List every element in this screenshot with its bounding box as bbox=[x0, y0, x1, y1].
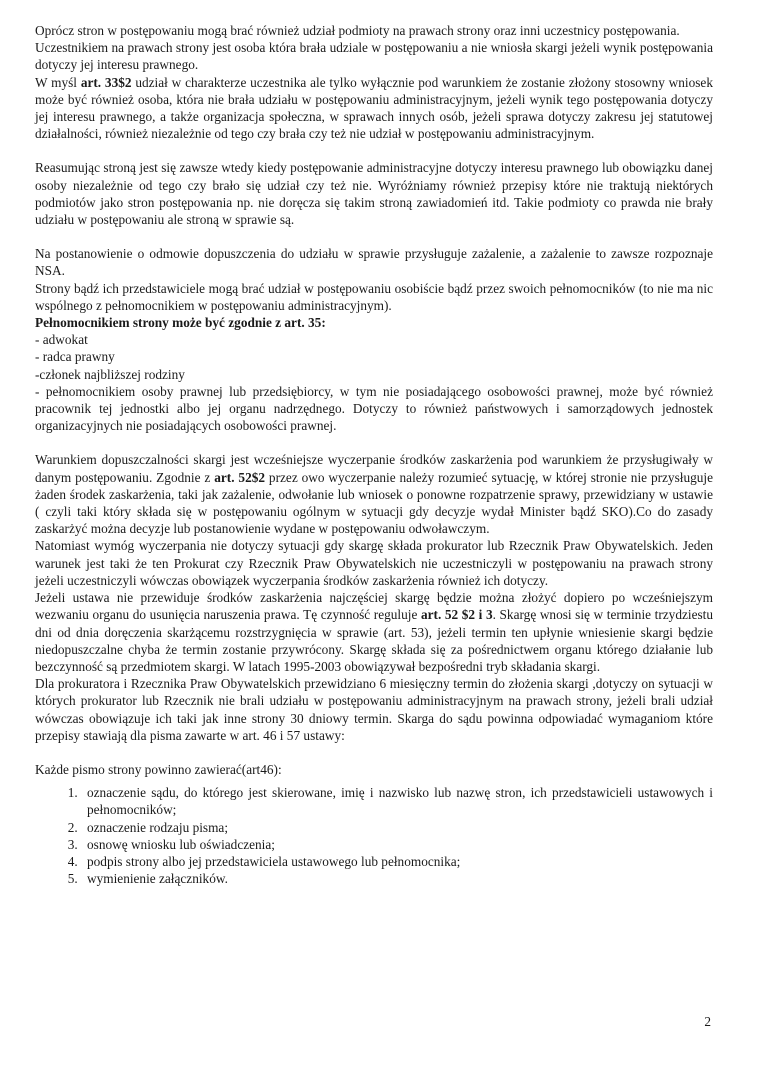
reference-art-52: art. 52$2 bbox=[214, 469, 266, 485]
document-page bbox=[35, 22, 713, 887]
paragraph-pismo: Każde pismo strony powinno zawierać(art46): bbox=[35, 761, 282, 777]
heading-art-35: Pełnomocnikiem strony może być zgodnie z art. 35: bbox=[35, 315, 326, 331]
dash-item: - adwokat bbox=[35, 332, 88, 348]
page-number: 2 bbox=[704, 1014, 711, 1029]
paragraph-art-52-2-3: Jeżeli ustawa nie przewiduje środków zaskarżenia najczęściej skargę będzie można złożyć dopiero po wcześniejszym wezwaniu organu do usunięcia naruszenia prawa. Tę czynność reguluje art. 52 $2 i 3. Skargę wnosi się w terminie trzydziestu dni od dnia doręczenia skarżącemu rozstrzygnięcia w sprawie (art. 53), jeżeli termin ten upłynie wniesienie skargi będzie niedopuszczalne chyba że termin zostanie przywrócony. Skargę składa się za pośrednictwem organu którego działanie lub bezczynność są przedmiotem skargi. W latach 1995-2003 obowiązywał bezpośredni tryb składania skargi. bbox=[35, 590, 713, 674]
paragraph-representatives: Strony bądź ich przedstawiciele mogą brać udział w postępowaniu osobiście bądź przez swoich pełnomocników (to nie ma nic wspólnego z pełnomocnikiem w postępowaniu administracyjnym). bbox=[35, 280, 713, 313]
paragraph-deadline: Dla prokuratora i Rzecznika Praw Obywatelskich przewidziano 6 miesięczny termin do złożenia skargi ,dotyczy on sytuacji w których prokurator lub Rzecznik nie brali udziału w postępowaniu administracyjnym na prawach strony, jeżeli brali udział wówczas obowiązuje ich taki jak inne strony 30 dniowy termin. Skarga do sądu powinna odpowiadać wymaganiom które przepisy stawiają dla pisma zawarte w art. 46 i 57 ustawy: bbox=[35, 676, 713, 743]
dash-item: - radca prawny bbox=[35, 349, 115, 365]
list-item: 1. oznaczenie sądu, do którego jest skierowane, imię i nazwisko lub nazwę stron, ich przedstawicieli ustawowych i pełnomocników; bbox=[81, 784, 713, 818]
paragraph-prosecutor: Natomiast wymóg wyczerpania nie dotyczy sytuacji gdy skargę składa prokurator lub Rzecznik Praw Obywatelskich. Jeden warunek jest taki że ten Prokurat czy Rzecznik Praw Obywatelskich nie uczestniczyli w postępowaniu na prawach strony jeżeli uczestniczyli wówczas obowiązek wyczerpania środków zaskarżenia również ich dotyczy. bbox=[35, 538, 713, 588]
paragraph-participants: Oprócz stron w postępowaniu mogą brać również udział podmioty na prawach strony oraz inni uczestnicy postępowania. bbox=[35, 23, 680, 38]
reference-art-33: art. 33$2 bbox=[80, 74, 132, 90]
paragraph-summary: Reasumując stroną jest się zawsze wtedy kiedy postępowanie administracyjne dotyczy interesu prawnego lub obowiązku danej osoby niezależnie od tego czy brało się udział czy też nie. Wyróżniamy również przepisy które nie traktują niektórych podmiotów jako stron postępowania np. nie doręcza się takim stroną zawiadomień itd. Takie podmioty co prawda nie brały udziału w postępowaniu ale stroną w sprawie są. bbox=[35, 160, 713, 228]
reference-art-52-2-3: art. 52 $2 i 3 bbox=[420, 607, 493, 623]
paragraph-art-52: Warunkiem dopuszczalności skargi jest wcześniejsze wyczerpanie środków zaskarżenia pod warunkiem że przysługiwały w danym postępowaniu. Zgodnie z art. 52$2 przez owo wyczerpanie należy rozumieć sytuację, w której stronie nie przysługuje żaden środek zaskarżenia, taki jak zażalenie, odwołanie lub wniosek o ponowne rozpatrzenie sprawy, przewidziany w ustawie ( czyli taki który składa się w postępowaniu ogólnym w sytuacji gdy decyzje wydał Minister bądź SKO).Co do zasady zaskarżyć można decyzje lub postanowienie wydane w postępowaniu odwoławczym. bbox=[35, 452, 713, 537]
paragraph-complaint-nsa: Na postanowienie o odmowie dopuszczenia do udziału w sprawie przysługuje zażalenie, a zażalenie to zawsze rozpoznaje NSA. bbox=[35, 246, 713, 279]
list-item: 4. podpis strony albo jej przedstawiciela ustawowego lub pełnomocnika; bbox=[81, 853, 713, 870]
list-item: 2. oznaczenie rodzaju pisma; bbox=[81, 819, 713, 836]
paragraph-art-33: W myśl art. 33$2 udział w charakterze uczestnika ale tylko wyłącznie pod warunkiem że zostanie złożony stosowny wniosek może być również osoba, która nie brała udziału w postępowaniu administracyjnym, jeżeli wynik tego postępowania dotyczy jej interesu prawnego, a także organizacja społeczna, w sprawach innych osób, jeżeli sprawa dotyczy zakresu jej statutowej działalności, również niezależnie od tego czy brała czy też nie udział w postępowaniu administracyjnym. bbox=[35, 74, 713, 142]
dash-item: -członek najbliższej rodziny bbox=[35, 366, 185, 382]
dash-item: - pełnomocnikiem osoby prawnej lub przedsiębiorcy, w tym nie posiadającego osobowości prawnej, może być również pracownik tej jednostki albo jej organu nadrzędnego. Dotyczy to również państwowych i samorządowych jednostek organizacyjnych nie posiadających osobowości prawnej. bbox=[35, 383, 713, 434]
list-item: 3. osnowę wniosku lub oświadczenia; bbox=[81, 836, 713, 853]
paragraph-participant-definition: Uczestnikiem na prawach strony jest osoba która brała udziale w postępowaniu a nie wniosła skargi jeżeli wynik postępowania dotyczy jej interesu prawnego. bbox=[35, 40, 713, 73]
list-item: 5. wymienienie załączników. bbox=[81, 870, 713, 887]
requirements-list bbox=[35, 784, 713, 887]
